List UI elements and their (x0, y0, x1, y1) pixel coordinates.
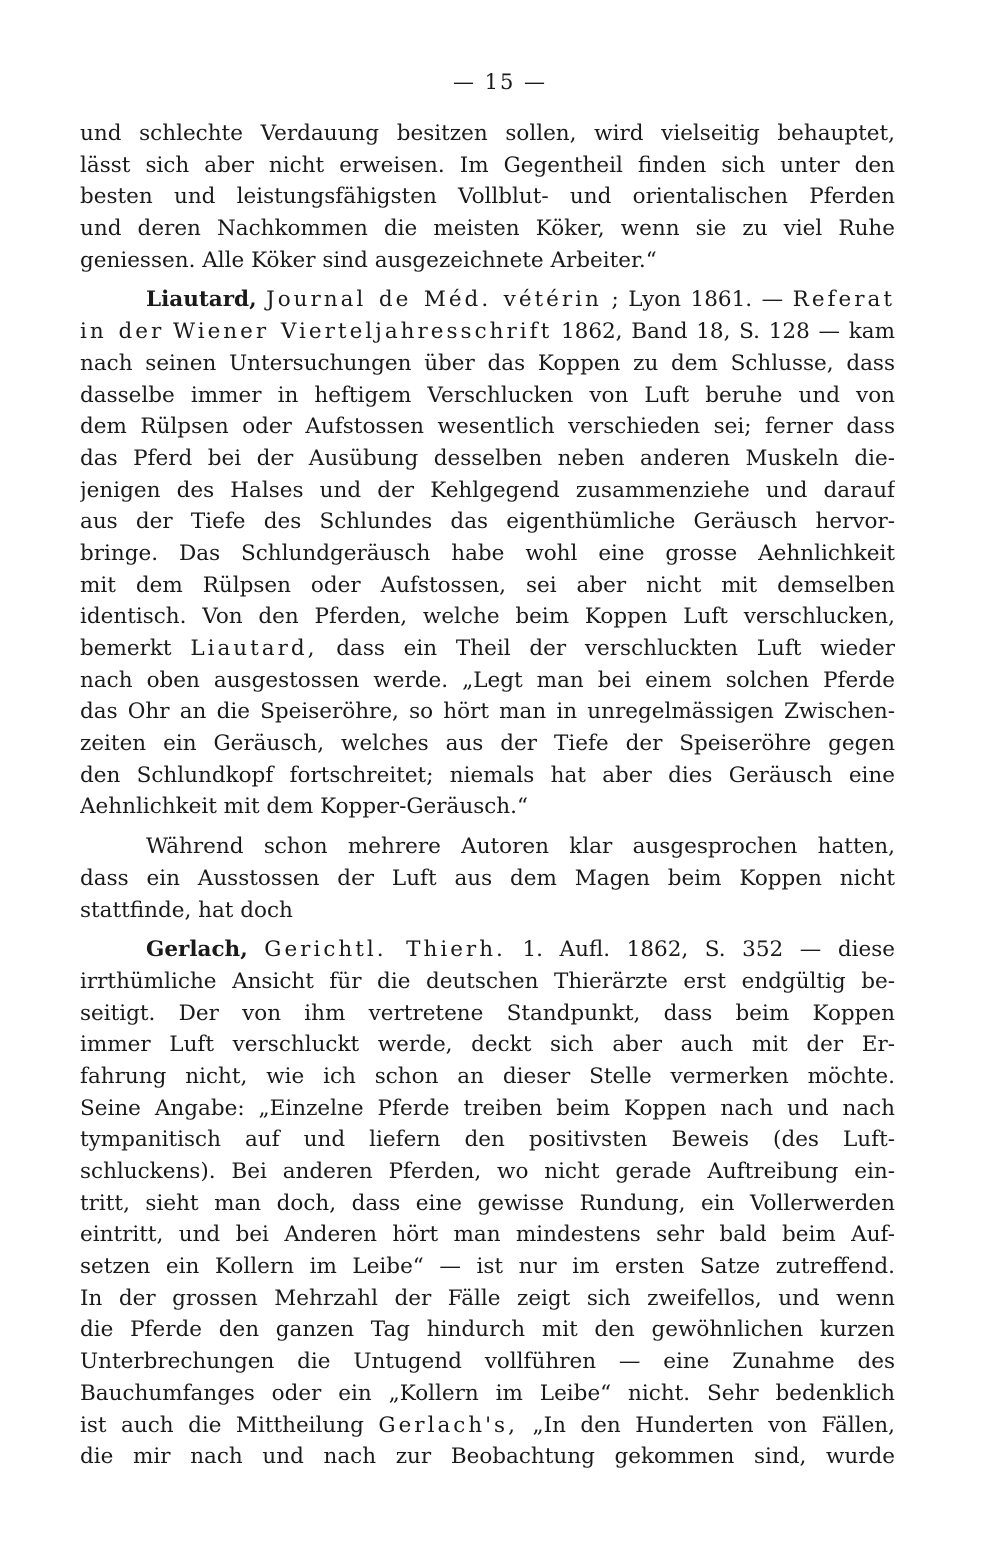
referat-label: Referat (792, 287, 895, 313)
text-line: Seine Angabe: „Einzelne Pferde treiben beim Koppen nach und nach (80, 1095, 895, 1121)
body-text (80, 118, 895, 1473)
text-line: seitigt. Der von ihm vertretene Standpunkt, dass beim Koppen (80, 1000, 895, 1026)
text-line: eintritt, und bei Anderen hört man mindestens sehr bald beim Auf- (80, 1222, 895, 1248)
text-line: besten und leistungsfähigsten Vollblut- und orientalischen Pferden (80, 184, 895, 210)
author-name-inline: Gerlach's, (378, 1412, 518, 1438)
text-line: und schlechte Verdauung besitzen sollen, wird vielseitig behauptet, (80, 121, 895, 146)
text-line: Aehnlichkeit mit dem Kopper-Geräusch.“ (80, 794, 528, 820)
paragraph-3 (80, 831, 895, 926)
source-title: Gerichtl. Thierh. (264, 937, 506, 963)
text-line: nach seinen Untersuchungen über das Koppen zu dem Schlusse, dass (80, 350, 895, 376)
line-prefix: bemerkt (80, 636, 172, 661)
paragraph-gerlach (80, 934, 895, 1473)
text-line: schluckens). Bei anderen Pferden, wo nicht gerade Auftreibung ein- (80, 1159, 895, 1184)
text-line: Unterbrechungen die Untugend vollführen — eine Zunahme des (80, 1349, 895, 1375)
text-line: Während schon mehrere Autoren klar ausgesprochen hatten, (146, 834, 895, 860)
source-title: Journal de Méd. vétérin (266, 287, 602, 313)
page-number: — 15 — (452, 70, 548, 94)
text-line: Bauchumfanges oder ein „Kollern im Leibe“ nicht. Sehr bedenklich (80, 1380, 895, 1406)
text-line: aus der Tiefe des Schlundes das eigenthümliche Geräusch hervor- (80, 509, 895, 535)
text-line: dasselbe immer in heftigem Verschlucken von Luft beruhe und von (80, 382, 895, 408)
text-line: setzen ein Kollern im Leibe“ — ist nur im ersten Satze zutreffend. (80, 1254, 895, 1280)
line-prefix: ist auch die Mittheilung (80, 1412, 364, 1438)
citation-detail: 1862, Band 18, S. 128 — kam (560, 319, 895, 345)
citation-prefix: in der (80, 319, 165, 345)
text-line: die mir nach und nach zur Beobachtung gekommen sind, wurde (80, 1444, 895, 1470)
line-rest: dass ein Theil der verschluckten Luft wieder (336, 636, 895, 661)
text-line: bringe. Das Schlundgeräusch habe wohl eine grosse Aehnlichkeit (80, 540, 895, 566)
text-line: dem Rülpsen oder Aufstossen wesentlich verschieden sei; ferner dass (80, 414, 895, 440)
citation-line (80, 316, 895, 348)
text-line: In der grossen Mehrzahl der Fälle zeigt sich zweifellos, und wenn (80, 1285, 895, 1311)
text-line: mit dem Rülpsen oder Aufstossen, sei aber nicht mit demselben (80, 572, 895, 598)
paragraph-1 (80, 118, 895, 276)
text-line: nach oben ausgestossen werde. „Legt man bei einem solchen Pferde (80, 667, 895, 693)
text-line: den Schlundkopf fortschreitet; niemals hat aber dies Geräusch eine (80, 762, 895, 788)
text-line: stattfinde, hat doch (80, 897, 293, 923)
text-line: zeiten ein Geräusch, welches aus der Tiefe der Speiseröhre gegen (80, 731, 895, 757)
citation-line (80, 934, 895, 966)
text-line: identisch. Von den Pferden, welche beim Koppen Luft verschlucken, (80, 604, 895, 630)
citation-detail: 1. Aufl. 1862, S. 352 — diese (522, 937, 895, 963)
text-line: irrthümliche Ansicht für die deutschen Thierärzte erst endgültig be- (80, 968, 895, 994)
text-line: die Pferde den ganzen Tag hindurch mit den gewöhnlichen kurzen (80, 1317, 895, 1343)
text-line: lässt sich aber nicht erweisen. Im Gegentheil finden sich unter den (80, 152, 895, 178)
text-line: tritt, sieht man doch, dass eine gewisse Rundung, ein Vollerwerden (80, 1190, 895, 1216)
text-line (80, 633, 895, 665)
citation-detail: ; Lyon 1861. — (611, 287, 784, 313)
text-line: jenigen des Halses und der Kehlgegend zusammenziehe und darauf (80, 477, 895, 503)
paragraph-liautard (80, 284, 895, 823)
author-name: Liautard, (146, 287, 257, 313)
text-line: tympanitisch auf und liefern den positivsten Beweis (des Luft- (80, 1127, 895, 1153)
author-name-inline: Liautard, (190, 636, 318, 661)
text-line (80, 1410, 895, 1442)
author-name: Gerlach, (146, 937, 248, 963)
text-line: das Pferd bei der Ausübung desselben neben anderen Muskeln die- (80, 445, 895, 471)
citation-line (80, 284, 895, 316)
text-line: dass ein Ausstossen der Luft aus dem Magen beim Koppen nicht (80, 865, 895, 891)
text-line: immer Luft verschluckt werde, deckt sich aber auch mit der Er- (80, 1032, 895, 1058)
text-line: geniessen. Alle Köker sind ausgezeichnete Arbeiter.“ (80, 247, 657, 273)
text-line: das Ohr an die Speiseröhre, so hört man in unregelmässigen Zwischen- (80, 699, 895, 725)
line-rest: „In den Hunderten von Fällen, (532, 1412, 895, 1438)
text-line: und deren Nachkommen die meisten Köker, wenn sie zu viel Ruhe (80, 216, 895, 242)
journal-title: Wiener Vierteljahresschrift (172, 319, 553, 345)
text-line: fahrung nicht, wie ich schon an dieser Stelle vermerken möchte. (80, 1063, 895, 1089)
